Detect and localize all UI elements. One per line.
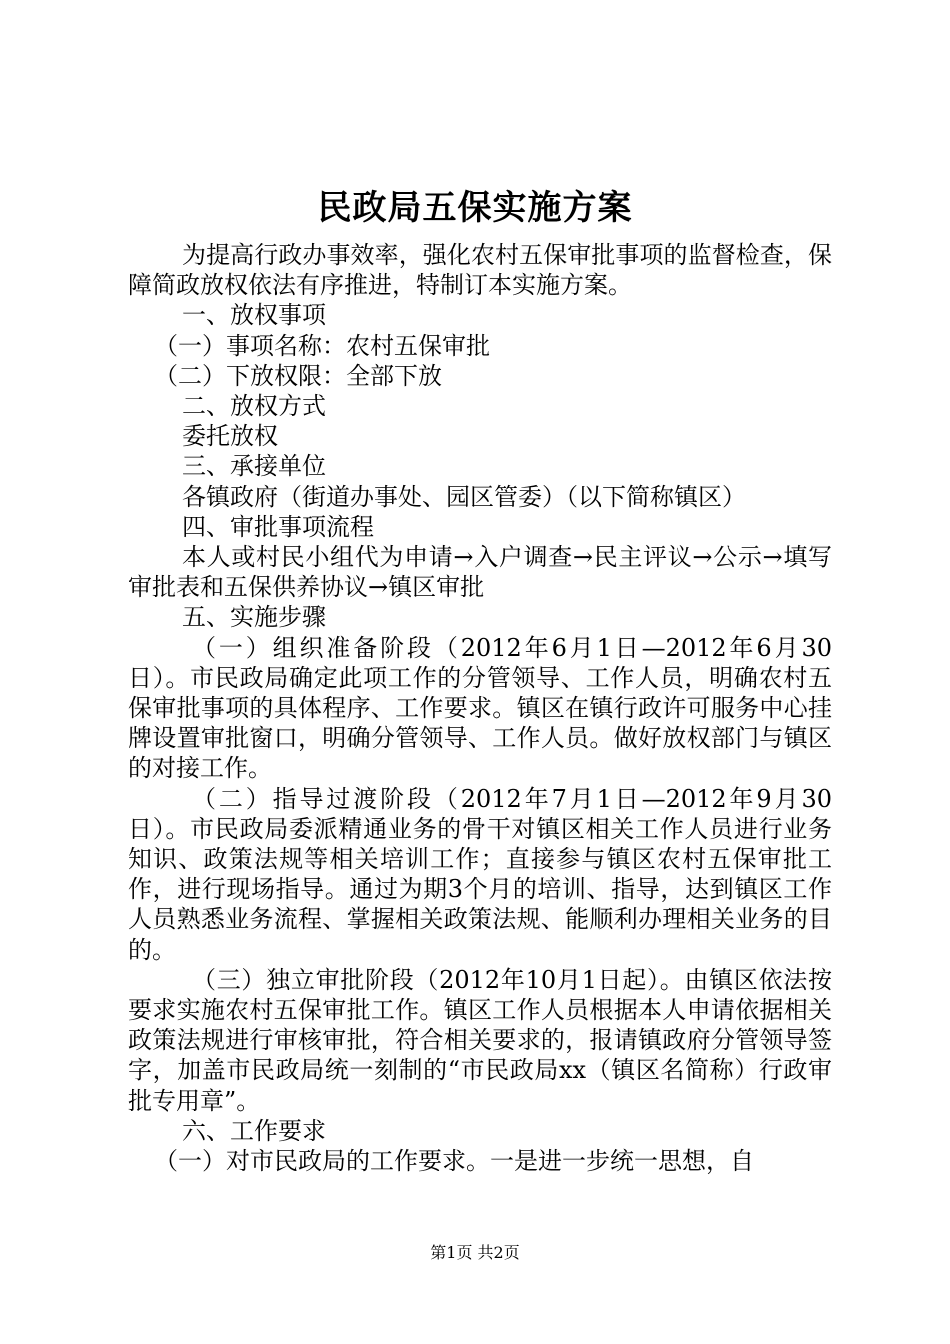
- document-title: 民政局五保实施方案: [317, 188, 633, 228]
- section-heading-6: 六、工作要求: [182, 1116, 326, 1145]
- subitem-1-1: （一）事项名称：农村五保审批: [154, 331, 490, 360]
- document-body: [128, 240, 832, 1176]
- intro-paragraph: 为提高行政办事效率，强化农村五保审批事项的监督检查，保障简政放权依法有序推进，特制订本实施方案。: [128, 241, 832, 300]
- section-heading-3: 三、承接单位: [182, 452, 326, 481]
- page-footer: 第1页 共2页: [430, 1243, 520, 1262]
- requirement-1-paragraph: （一）对市民政局的工作要求。一是进一步统一思想，自: [154, 1147, 754, 1176]
- step-3-paragraph: （三）独立审批阶段（2012年10月1日起）。由镇区依法按要求实施农村五保审批工作。镇区工作人员根据本人申请依据相关政策法规进行审核审批，符合相关要求的，报请镇政府分管领导签字，加盖市民政局统一刻制的“市民政局xx（镇区名简称）行政审批专用章”。: [128, 965, 832, 1115]
- section-heading-2: 二、放权方式: [182, 392, 326, 421]
- subitem-1-2: （二）下放权限：全部下放: [154, 361, 442, 390]
- section-heading-5: 五、实施步骤: [182, 603, 326, 632]
- section-3-text: 各镇政府（街道办事处、园区管委）（以下简称镇区）: [182, 482, 746, 511]
- step-1-paragraph: （一）组织准备阶段（2012年6月1日—2012年6月30日）。市民政局确定此项工作的分管领导、工作人员，明确农村五保审批事项的具体程序、工作要求。镇区在镇行政许可服务中心挂牌设置审批窗口，明确分管领导、工作人员。做好放权部门与镇区的对接工作。: [128, 633, 832, 783]
- section-heading-1: 一、放权事项: [182, 301, 326, 330]
- section-4-text: 本人或村民小组代为申请→入户调查→民主评议→公示→填写审批表和五保供养协议→镇区审批: [128, 543, 832, 602]
- step-2-paragraph: （二）指导过渡阶段（2012年7月1日—2012年9月30日）。市民政局委派精通业务的骨干对镇区相关工作人员进行业务知识、政策法规等相关培训工作；直接参与镇区农村五保审批工作，进行现场指导。通过为期3个月的培训、指导，达到镇区工作人员熟悉业务流程、掌握相关政策法规、能顺利办理相关业务的目的。: [128, 784, 832, 964]
- section-2-text: 委托放权: [182, 422, 278, 451]
- section-heading-4: 四、审批事项流程: [182, 512, 374, 541]
